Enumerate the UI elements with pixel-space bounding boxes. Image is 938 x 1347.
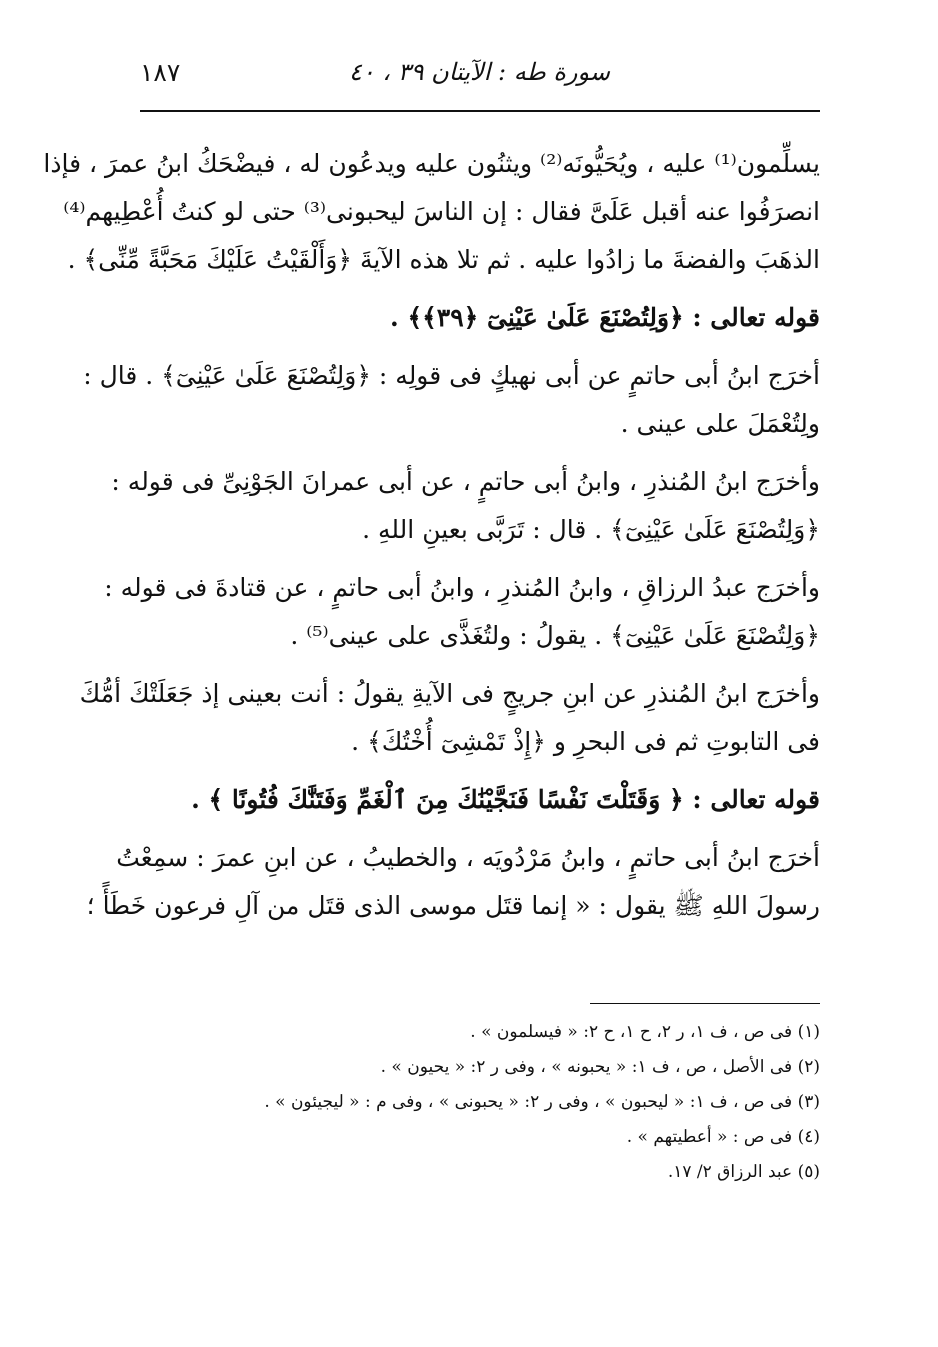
paragraph — [83, 352, 820, 448]
footnote-rule — [590, 1003, 820, 1004]
running-title: سورة طه : الآيتان ٣٩ ، ٤٠ — [348, 58, 610, 86]
footnote: (١) فى ص ، ف ١، ر ٢، ح ١، ح ٢: « فيسلمون » . — [470, 1022, 820, 1042]
text-line: ﴿وَلِتُصْنَعَ عَلَىٰ عَيْنِىٓ﴾ . يقولُ : ولتُغَذَّى على عينى⁽⁵⁾ . — [290, 621, 820, 650]
paragraph — [111, 458, 820, 554]
main-text — [43, 140, 820, 940]
text-line: يسلِّمون⁽¹⁾ عليه ، ويُحَيُّونَه⁽²⁾ ويثنُون عليه ويدعُون له ، فيضْحَكُ ابنُ عمرَ ، فإذا — [43, 149, 820, 178]
text-line: وأخرَج عبدُ الرزاقِ ، وابنُ المُنذرِ ، وابنُ أبى حاتمٍ ، عن قتادةَ فى قوله : — [104, 573, 820, 602]
text-line: ولِتُعْمَلَ على عينى . — [620, 409, 820, 438]
footnote: (٥) عبد الرزاق ٢/ ١٧. — [667, 1162, 820, 1182]
text-line: فى التابوتِ ثم فى البحرِ و ﴿إِذْ تَمْشِىٓ أُخْتُكَ﴾ . — [351, 727, 820, 756]
page-header — [140, 58, 820, 98]
verse-heading — [140, 776, 820, 824]
text-line: رسولَ اللهِ ﷺ يقول : « إنما قتَل موسى الذى قتَل من آلِ فرعون خَطَأً ؛ — [86, 891, 820, 920]
text-line: وأخرَج ابنُ المُنذرِ ، وابنُ أبى حاتمٍ ، عن أبى عمرانَ الجَوْنِىِّ فى قوله : — [111, 467, 820, 496]
verse-heading — [140, 294, 820, 342]
footnote: (٢) فى الأصل ، ص ، ف ١: « يحبونه » ، وفى ر ٢: « يحيون » . — [380, 1057, 820, 1077]
text-line: ﴿وَلِتُصْنَعَ عَلَىٰ عَيْنِىٓ﴾ . قال : تَرَبَّى بعينِ اللهِ . — [362, 515, 820, 544]
text-line: وأخرَج ابنُ المُنذرِ عن ابنِ جريجٍ فى الآيةِ يقولُ : أنت بعينى إذ جَعَلَتْكَ أمُّكَ — [79, 679, 820, 708]
page-number: ١٨٧ — [140, 58, 181, 87]
text-line: قوله تعالى : ﴿وَلِتُصْنَعَ عَلَىٰ عَيْنِىٓ ﴿٣٩﴾﴾ . — [390, 303, 820, 332]
footnote: (٣) فى ص ، ف ١: « ليحبون » ، وفى ر ٢: « يحبونى » ، وفى م : « ليجيئون » . — [264, 1092, 820, 1112]
text-line: أخرَج ابنُ أبى حاتمٍ عن أبى نهيكٍ فى قولِه : ﴿وَلِتُصْنَعَ عَلَىٰ عَيْنِىٓ﴾ . قال : — [83, 361, 820, 390]
paragraph — [79, 670, 820, 766]
paragraph — [43, 140, 820, 284]
text-line: أخرَج ابنُ أبى حاتمٍ ، وابنُ مَرْدُويَه ، والخطيبُ ، عن ابنِ عمرَ : سمِعْتُ — [116, 843, 820, 872]
text-line: انصرَفُوا عنه أقبل عَلَىَّ فقال : إن الناسَ ليحبونى⁽³⁾ حتى لو كنتُ أُعْطِيهم⁽⁴⁾ — [63, 197, 820, 226]
footnote: (٤) فى ص : « أعطيتهم » . — [626, 1127, 820, 1147]
paragraph — [104, 564, 820, 660]
text-line: قوله تعالى : ﴿ وَقَتَلْتَ نَفْسًا فَنَجَّيْنَٰكَ مِنَ ٱلْغَمِّ وَفَتَنَّٰكَ فُتُونًا ﴾ . — [191, 785, 820, 814]
header-rule — [140, 110, 820, 112]
paragraph — [86, 834, 820, 930]
footnotes — [260, 1015, 820, 1190]
text-line: الذهَبَ والفضةَ ما زادُوا عليه . ثم تلا هذه الآيةَ ﴿وَأَلْقَيْتُ عَلَيْكَ مَحَبَّةً مِّنِّى﴾ . — [67, 245, 820, 274]
